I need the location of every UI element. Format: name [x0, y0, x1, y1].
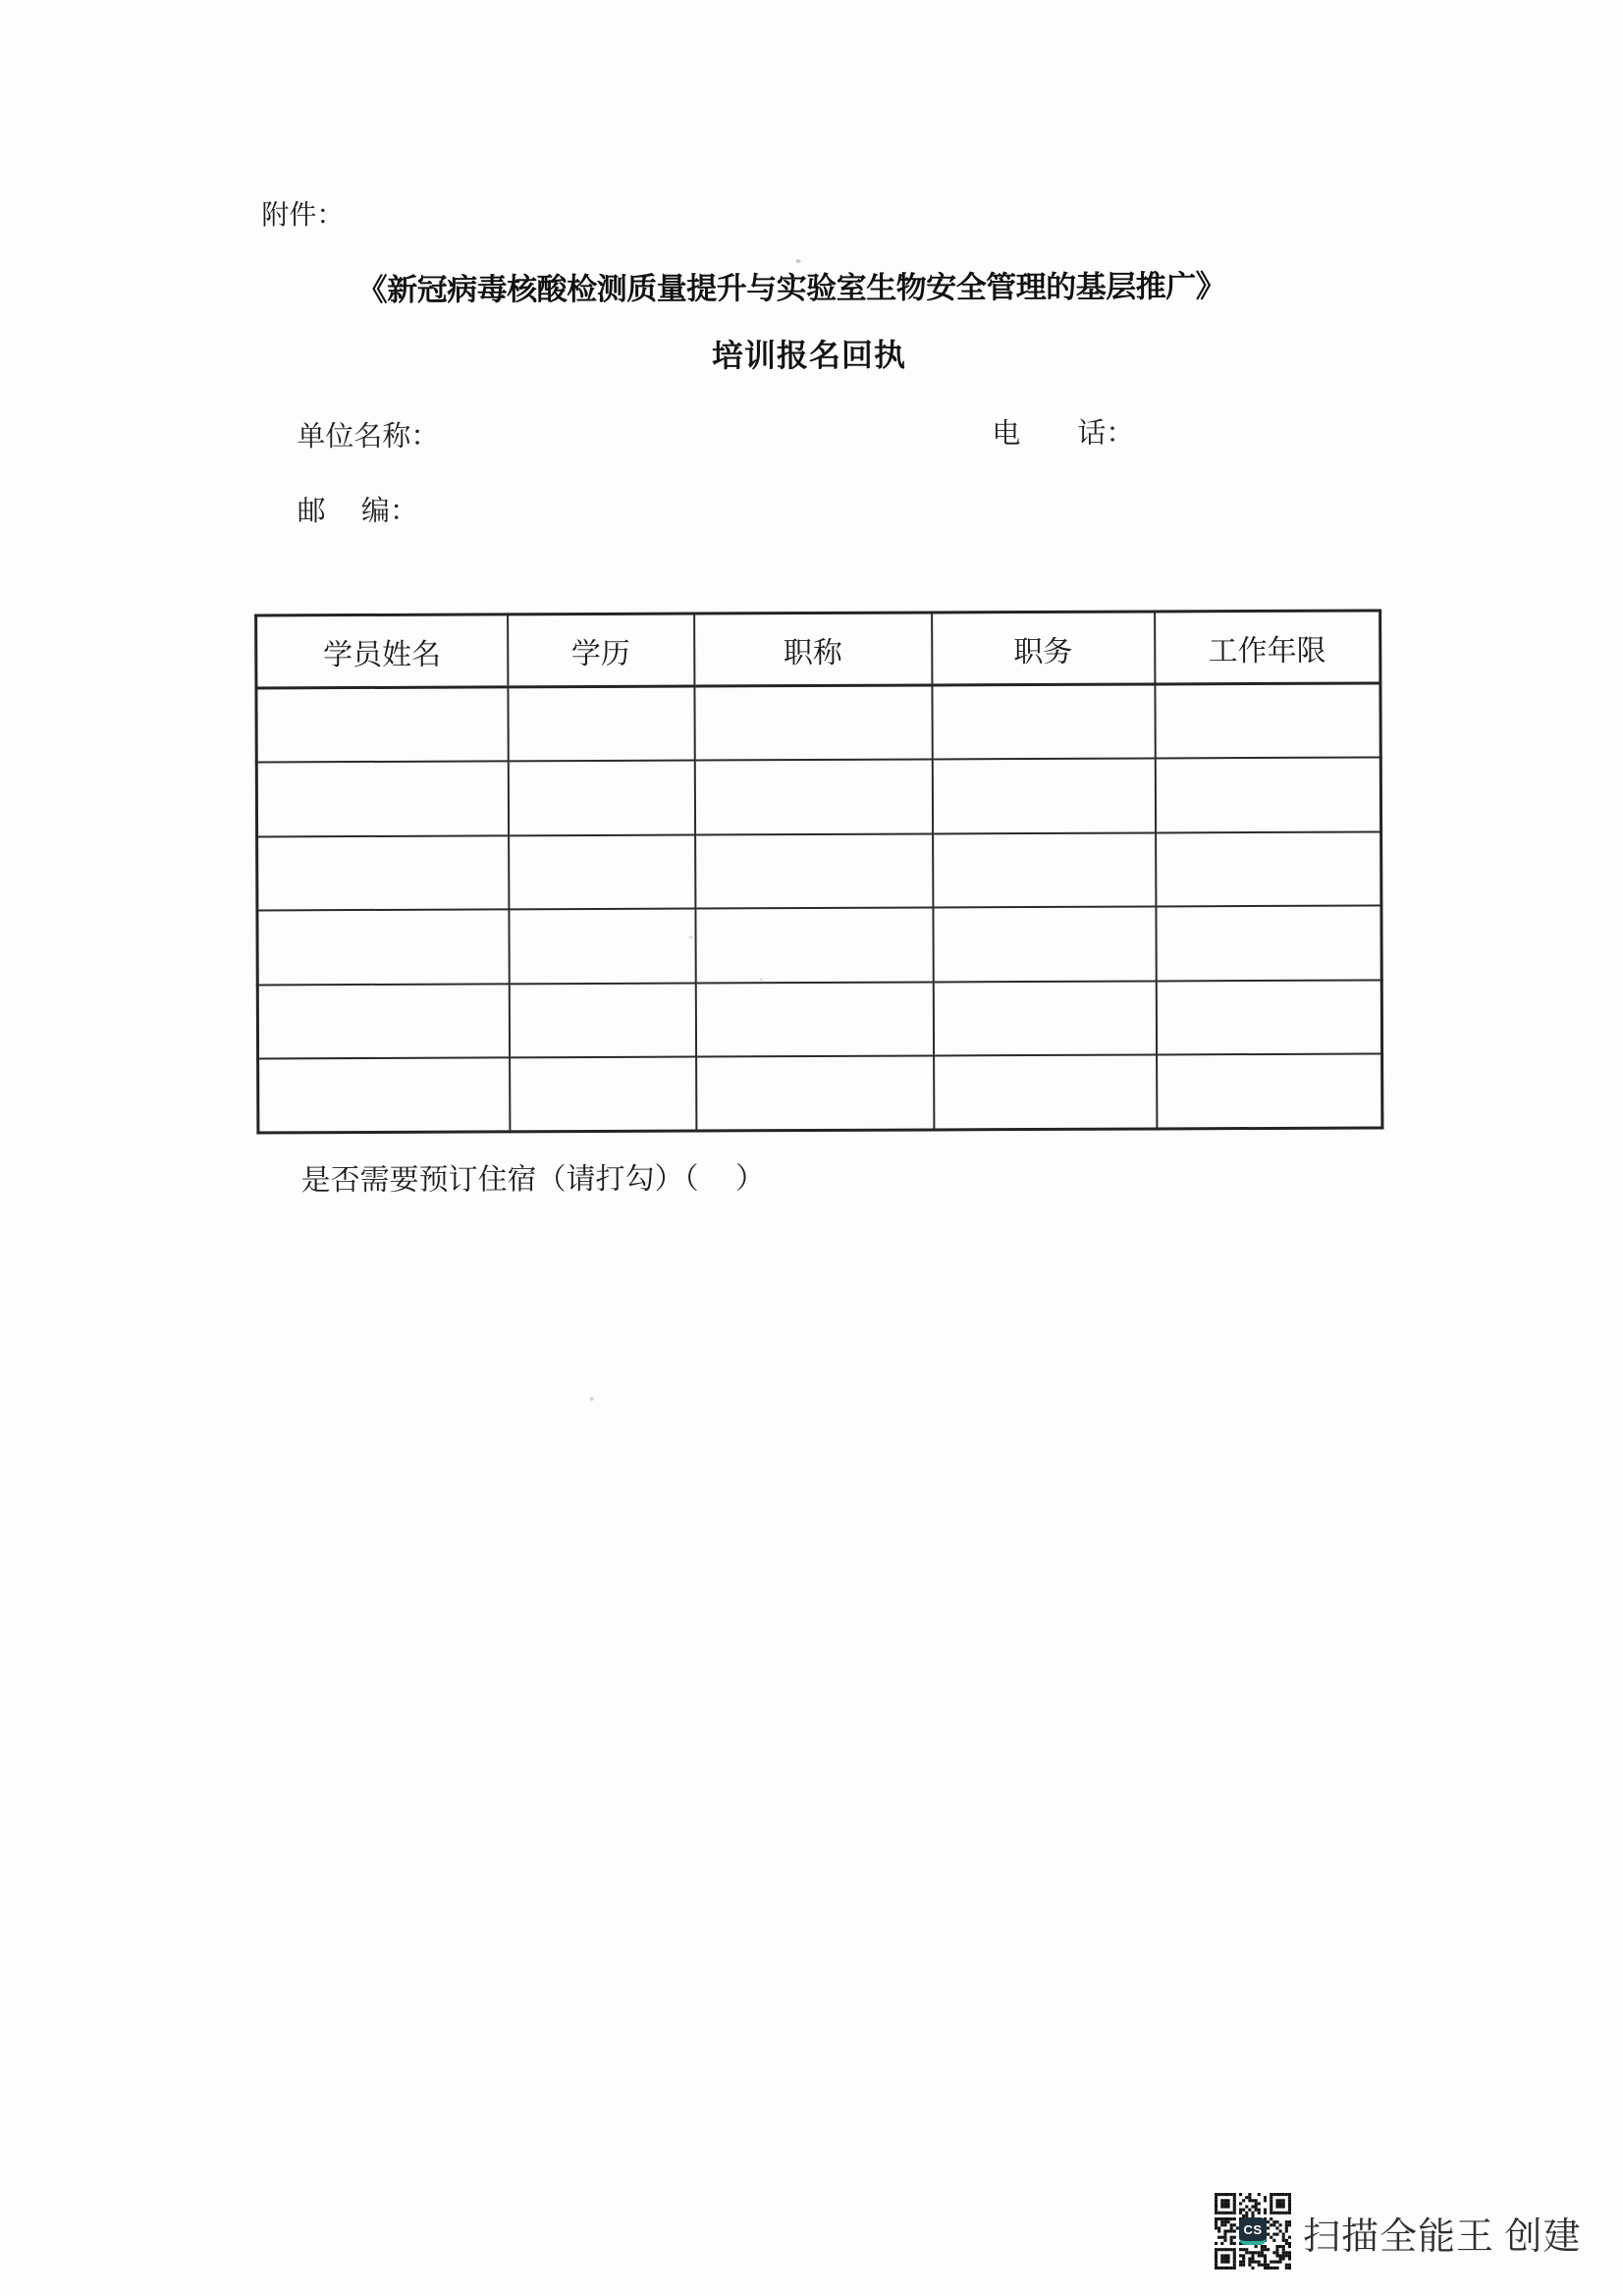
table-cell [509, 983, 695, 1057]
table-row [258, 1053, 1382, 1132]
attachment-label: 附件： [261, 200, 345, 232]
table-cell [508, 686, 694, 761]
phone-label: 电 话： [992, 417, 1135, 451]
camscanner-badge-icon [1239, 2217, 1267, 2245]
table-cell [509, 834, 695, 909]
table-cell [695, 907, 933, 983]
table-cell [933, 981, 1156, 1055]
scanner-watermark-text: 扫描全能王 创建 [1303, 2216, 1582, 2258]
table-cell [694, 685, 932, 761]
table-cell [257, 835, 509, 911]
qr-code-icon [1215, 2193, 1291, 2269]
header-education: 学历 [508, 614, 694, 687]
table-header-row [256, 611, 1380, 688]
document-subtitle: 培训报名回执 [711, 337, 907, 374]
table-cell [1155, 683, 1380, 759]
postal-code-label: 邮 编： [297, 495, 418, 528]
scan-speck [689, 936, 693, 939]
table-cell [258, 1057, 510, 1133]
table-cell [509, 909, 695, 984]
table-cell [696, 1055, 934, 1131]
table-row [256, 757, 1380, 835]
scan-speck [590, 1397, 594, 1401]
table-row [257, 905, 1381, 984]
table-cell [695, 982, 933, 1057]
table-row [257, 980, 1381, 1058]
table-row [256, 683, 1380, 762]
table-cell [256, 687, 508, 763]
table-cell [1156, 980, 1381, 1055]
table-cell [510, 1057, 696, 1132]
table-cell [695, 833, 933, 909]
registration-table [254, 609, 1383, 1134]
table-cell [508, 761, 694, 835]
table-cell [932, 758, 1155, 832]
table-cell [694, 759, 932, 834]
table-cell [934, 1054, 1157, 1129]
unit-name-label: 单位名称： [297, 420, 440, 454]
table-cell [1157, 1053, 1382, 1129]
table-cell [933, 832, 1156, 907]
table-cell [1156, 905, 1381, 981]
camscanner-badge-label: CS [1243, 2221, 1263, 2237]
registration-table-body [256, 683, 1382, 1133]
header-student-name: 学员姓名 [256, 614, 508, 688]
table-cell [1155, 757, 1380, 832]
table-cell [257, 984, 509, 1059]
header-work-years: 工作年限 [1155, 611, 1380, 684]
accommodation-question: 是否需要预订住宿（请打勾）（ ） [300, 1162, 766, 1198]
table-cell [932, 684, 1155, 759]
table-cell [1156, 831, 1381, 907]
scan-speck [796, 259, 801, 263]
header-title: 职称 [694, 613, 932, 686]
table-cell [933, 906, 1156, 981]
document-title: 《新冠病毒核酸检测质量提升与实验室生物安全管理的基层推广》 [356, 269, 1226, 308]
header-position: 职务 [932, 612, 1155, 685]
table-cell [257, 909, 509, 985]
table-row [257, 831, 1381, 910]
table-cell [256, 761, 508, 836]
scan-speck [760, 978, 763, 981]
